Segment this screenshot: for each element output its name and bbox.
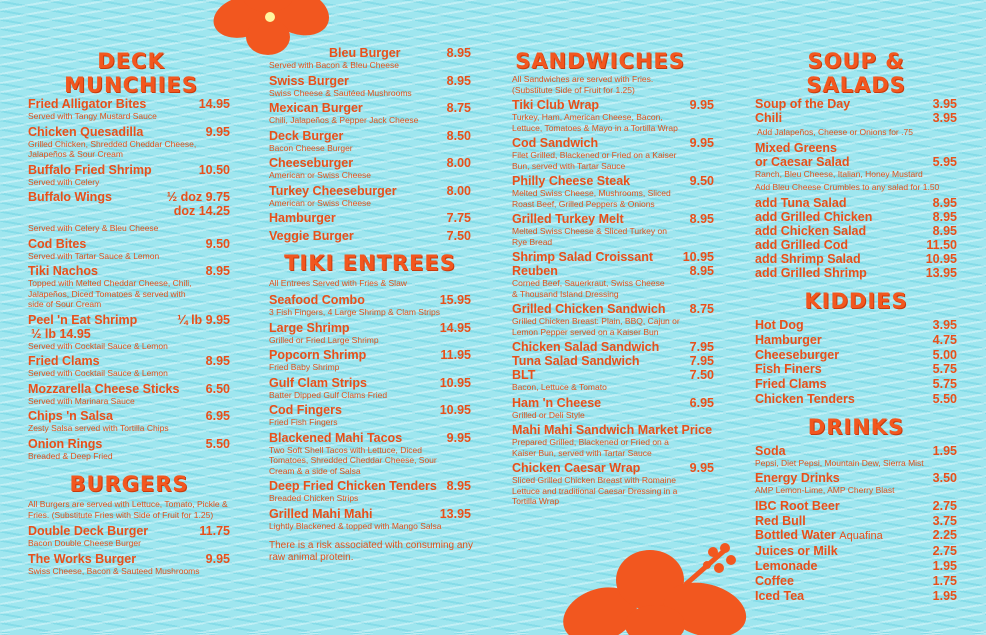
- menu-item: Mexican Burger 8.75 Chili, Jalapeños & Pepper Jack Cheese: [269, 101, 471, 125]
- salad-note: Add Bleu Cheese Crumbles to any salad for 1.50: [755, 182, 940, 192]
- drinks-heading: DRINKS: [807, 414, 905, 439]
- menu-item: Mixed Greens: [755, 140, 837, 155]
- menu-item: Reuben 8.95 Corned Beef, Sauerkraut, Swiss Cheese & Thousand Island Dressing: [512, 264, 714, 299]
- menu-item: Peel 'n Eat Shrimp ¼ lb 9.95 ½ lb 14.95 Served with Cocktail Sauce & Lemon: [28, 312, 230, 351]
- raw-protein-disclaimer: There is a risk associated with consuming any raw animal protein.: [269, 540, 473, 563]
- menu-item: add Grilled Shrimp 13.95: [755, 266, 957, 280]
- menu-item: Tiki Club Wrap 9.95 Turkey, Ham, American Cheese, Bacon, Lettuce, Tomatoes & Mayo in a Tortilla Wrap: [512, 98, 714, 133]
- menu-item: add Grilled Cod 11.50: [755, 238, 957, 252]
- menu-item: Veggie Burger 7.50: [269, 229, 471, 243]
- burgers-heading: BURGERS: [69, 472, 189, 496]
- menu-item: Double Deck Burger 11.75 Bacon Double Cheese Burger: [28, 524, 230, 548]
- menu-item: BLT 7.50 Bacon, Lettuce & Tomato: [512, 368, 714, 392]
- menu-item: Fried Alligator Bites 14.95 Served with Tangy Mustard Sauce: [28, 97, 230, 121]
- menu-item: IBC Root Beer 2.75: [755, 498, 957, 513]
- tiki-entrees-heading: TIKI ENTREES: [284, 251, 456, 275]
- menu-item: Deep Fried Chicken Tenders 8.95 Breaded Chicken Strips: [269, 479, 471, 503]
- kiddies-heading: KIDDIES: [804, 289, 908, 313]
- menu-item: add Tuna Salad 8.95: [755, 196, 957, 210]
- menu-item: Large Shrimp 14.95 Grilled or Fried Large Shrimp: [269, 320, 471, 345]
- menu-item: Hamburger 7.75: [269, 211, 471, 225]
- menu-item: Chicken Caesar Wrap 9.95 Sliced Grilled Chicken Breast with Romaine Lettuce and traditional Caesar Dressing in a Tortilla Wrap: [512, 461, 714, 506]
- column-2: [269, 46, 471, 564]
- menu-item: Cod Bites 9.50 Served with Tartar Sauce & Lemon: [28, 236, 230, 261]
- menu-item: Soda 1.95 Pepsi, Diet Pepsi, Mountain Dew, Sierra Mist: [755, 443, 957, 468]
- menu-item: Turkey Cheeseburger 8.00 American or Swiss Cheese: [269, 183, 471, 208]
- menu-item: The Works Burger 9.95 Swiss Cheese, Bacon & Sauteed Mushrooms: [28, 551, 230, 576]
- menu-item: Lemonade 1.95: [755, 558, 957, 573]
- hibiscus-icon: [555, 540, 765, 635]
- menu-item: Popcorn Shrimp 11.95 Fried Baby Shrimp: [269, 348, 471, 372]
- menu-item: Bottled Water Aquafina 2.25: [755, 528, 957, 543]
- menu-item: Shrimp Salad Croissant 10.95: [512, 250, 714, 264]
- menu-item: Grilled Mahi Mahi 13.95 Lightly Blackened & topped with Mango Salsa: [269, 506, 471, 531]
- menu-item: Hot Dog 3.95: [755, 318, 957, 332]
- menu-item: add Chicken Salad 8.95: [755, 224, 957, 238]
- menu-item: Swiss Burger 8.95 Swiss Cheese & Sautéed Mushrooms: [269, 73, 471, 98]
- menu-item: Buffalo Fried Shrimp 10.50 Served with Celery: [28, 162, 230, 187]
- menu-item: Juices or Milk 2.75: [755, 544, 957, 559]
- menu-item: Cod Fingers 10.95 Fried Fish Fingers: [269, 403, 471, 427]
- menu-item: Deck Burger 8.50 Bacon Cheese Burger: [269, 128, 471, 153]
- menu-item: Cod Sandwich 9.95 Filet Grilled, Blackened or Fried on a Kaiser Bun, served with Tartar Sauce: [512, 136, 714, 171]
- menu-item: Ham 'n Cheese 6.95 Grilled or Deli Style: [512, 395, 714, 420]
- menu-item: or Caesar Salad 5.95 Ranch, Bleu Cheese, Italian, Honey Mustard: [755, 154, 957, 179]
- column-3: [512, 0, 714, 510]
- menu-item: add Shrimp Salad 10.95: [755, 252, 957, 266]
- menu-item: add Grilled Chicken 8.95: [755, 210, 957, 224]
- menu-item: Red Bull 3.75: [755, 513, 957, 528]
- menu-item: Tuna Salad Sandwich 7.95: [512, 354, 714, 368]
- menu-item: Gulf Clam Strips 10.95 Batter Dipped Gulf Clams Fried: [269, 375, 471, 400]
- menu-item: Buffalo Wings ½ doz 9.75 doz 14.25 Served with Celery & Bleu Cheese: [28, 190, 230, 233]
- menu-item: Cheeseburger 8.00 American or Swiss Cheese: [269, 156, 471, 180]
- soup-salads-heading: SOUP & SALADS: [806, 49, 906, 97]
- menu-item: Hamburger 4.75: [755, 332, 957, 347]
- tiki-note: All Entrees Served with Fries & Slaw: [269, 278, 407, 288]
- menu-item: Chicken Tenders 5.50: [755, 391, 957, 406]
- menu-item: Chicken Salad Sandwich 7.95: [512, 340, 714, 354]
- menu-item: Fish Finers 5.75: [755, 362, 957, 377]
- menu-item: Soup of the Day 3.95: [755, 97, 957, 111]
- menu-item: Blackened Mahi Tacos 9.95 Two Soft Shell Tacos with Lettuce, Diced Tomatoes, Shredded Cheddar Cheese, Sour Cream & a side of Salsa: [269, 430, 471, 476]
- menu-item: Onion Rings 5.50 Breaded & Deep Fried: [28, 436, 230, 461]
- column-4: [755, 0, 957, 603]
- menu-item: Fried Clams 8.95 Served with Cocktail Sauce & Lemon: [28, 354, 230, 378]
- menu-item: Chili 3.95 Add Jalapeños, Cheese or Onions for .75: [755, 111, 957, 137]
- menu-item: Cheeseburger 5.00: [755, 347, 957, 362]
- menu-item: Chips 'n Salsa 6.95 Zesty Salsa served with Tortilla Chips: [28, 409, 230, 433]
- menu-item: Fried Clams 5.75: [755, 377, 957, 392]
- menu-item: Seafood Combo 15.95 3 Fish Fingers, 4 Large Shrimp & Clam Strips: [269, 293, 471, 317]
- menu-item: Tiki Nachos 8.95 Topped with Melted Cheddar Cheese, Chili, Jalapeños, Diced Tomatoes & served with side of Sour Cream: [28, 264, 230, 309]
- menu-item: Mozzarella Cheese Sticks 6.50 Served with Marinara Sauce: [28, 381, 230, 406]
- menu-item: Chicken Quesadilla 9.95 Grilled Chicken, Shredded Cheddar Cheese, Jalapeños & Sour Cream: [28, 124, 230, 159]
- menu-item: Mahi Mahi Sandwich Market Price Prepared Grilled, Blackened or Fried on a Kaiser Bun, served with Tartar Sauce: [512, 423, 713, 458]
- menu-item: Philly Cheese Steak 9.50 Melted Swiss Cheese, Mushrooms, Sliced Roast Beef, Grilled Peppers & Onions: [512, 174, 714, 209]
- column-1: [28, 0, 230, 579]
- burgers-note: All Burgers are served with Lettuce, Tomato, Pickle & Fries. (Substitute Fries with Side of Fruit for 1.25): [28, 499, 228, 520]
- menu-item: Bleu Burger 8.95 Served with Bacon & Bleu Cheese: [269, 46, 471, 70]
- deck-munchies-heading: DECK MUNCHIES: [64, 49, 198, 97]
- menu-item: Coffee 1.75: [755, 573, 957, 588]
- menu-item: Grilled Chicken Sandwich 8.75 Grilled Chicken Breast: Plain, BBQ, Cajun or Lemon Pepper served on a Kaiser Bun: [512, 302, 714, 337]
- sandwiches-note: All Sandwiches are served with Fries. (Substitute Side of Fruit for 1.25): [512, 74, 654, 95]
- menu-item: Energy Drinks 3.50 AMP Lemon-Lime, AMP Cherry Blast: [755, 471, 957, 496]
- menu-item: Grilled Turkey Melt 8.95 Melted Swiss Cheese & Sliced Turkey on Rye Bread: [512, 212, 714, 247]
- menu-item: Iced Tea 1.95: [755, 588, 957, 603]
- sandwiches-heading: SANDWICHES: [515, 49, 685, 73]
